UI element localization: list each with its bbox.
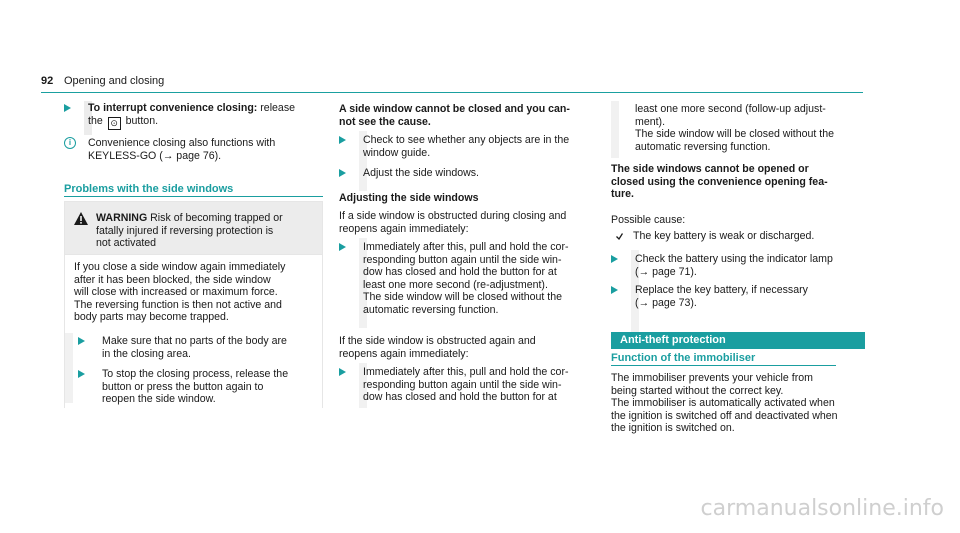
band-title: Anti-theft protection — [620, 334, 726, 346]
paragraph-line: If a side window is obstructed during closing and — [339, 210, 567, 222]
step-text: the — [88, 114, 103, 127]
watermark: carmanualsonline.info — [700, 496, 944, 521]
step-text: The side window will be closed without the — [635, 128, 835, 141]
heading-line: closed using the convenience opening fea- — [611, 175, 828, 188]
step-shade — [65, 333, 73, 403]
heading-cannot-open — [611, 163, 865, 201]
cause-item: The key battery is weak or discharged. — [633, 230, 815, 242]
warning-body-line: after it has been blocked, the side window — [74, 273, 271, 286]
step-text: Immediately after this, pull and hold the cor- — [363, 241, 569, 253]
paragraph-line: The immobiliser prevents your vehicle from — [611, 372, 813, 384]
warning-triangle-icon — [74, 212, 88, 225]
step-text: least one more second (follow-up adjust- — [635, 103, 826, 115]
step-arrow-icon — [339, 136, 346, 144]
info-line: KEYLESS-GO (→ page 76). — [88, 149, 222, 162]
paragraph-line: reopens again immediately: — [339, 347, 469, 360]
warning-body — [65, 254, 322, 410]
paragraph-line: reopens again immediately: — [339, 222, 469, 235]
step-arrow-icon — [339, 368, 346, 376]
warning-text: fatally injured if reversing protection is — [96, 224, 274, 237]
step-text: responding button again until the side win- — [363, 378, 562, 391]
step-text: in the closing area. — [102, 347, 191, 360]
step-text: Replace the key battery, if necessary — [635, 284, 808, 296]
info-icon: i — [64, 137, 76, 149]
step-text: Make sure that no parts of the body are — [102, 335, 287, 347]
step-text: dow has closed and hold the button for at — [363, 266, 557, 279]
paragraph — [339, 210, 599, 235]
heading-line: The side windows cannot be opened or — [611, 163, 809, 175]
window-button-icon: ⊙ — [108, 117, 121, 130]
step-continuation — [635, 103, 865, 153]
step-text: responding button again until the side win- — [363, 253, 562, 266]
step-text: (→ page 73). — [635, 296, 697, 309]
section-rule — [64, 196, 323, 197]
warning-body-line: The reversing function is then not active and — [74, 298, 282, 311]
step-arrow-icon — [611, 286, 618, 294]
section-rule — [611, 365, 836, 366]
heading-line: ture. — [611, 188, 634, 201]
warning-body-line: will close with increased or maximum force. — [74, 286, 278, 299]
step-arrow-icon — [78, 370, 85, 378]
step-text: reopen the side window. — [102, 393, 216, 406]
step-text: button. — [125, 114, 159, 127]
step-text: ment). — [635, 115, 666, 128]
info-note — [88, 137, 323, 162]
warning-label: WARNING — [96, 212, 148, 224]
warning-header — [65, 202, 322, 254]
step-text: window guide. — [363, 146, 431, 159]
heading-cannot-close — [339, 103, 599, 128]
step-bold: To interrupt convenience closing: — [88, 102, 258, 114]
step-text: release — [257, 102, 296, 114]
warning-body-line: body parts may become trapped. — [74, 311, 229, 324]
paragraph — [339, 335, 599, 360]
paragraph-line: the ignition is switched off and deactivated when — [611, 409, 838, 422]
step-arrow-icon — [339, 169, 346, 177]
step-text: dow has closed and hold the button for at — [363, 391, 557, 404]
step-text: least one more second (re-adjustment). — [363, 278, 548, 291]
heading-line: not see the cause. — [339, 115, 431, 128]
possible-cause-label: Possible cause: — [611, 214, 686, 226]
step-arrow-icon — [611, 255, 618, 263]
step-arrow-icon — [78, 337, 85, 345]
paragraph-line: being started without the correct key. — [611, 384, 784, 397]
step-text: Immediately after this, pull and hold the cor- — [363, 366, 569, 378]
step-text: automatic reversing function. — [635, 140, 771, 153]
step-arrow-icon — [339, 243, 346, 251]
paragraph-line: the ignition is switched on. — [611, 422, 735, 435]
page-number: 92 — [41, 75, 54, 87]
warning-text: not activated — [96, 237, 157, 250]
paragraph-line: The immobiliser is automatically activated when — [611, 397, 835, 410]
step-text: Check the battery using the indicator lamp — [635, 253, 833, 265]
bullet-icon — [616, 233, 623, 240]
info-line: Convenience closing also functions with — [88, 137, 276, 149]
header-rule — [41, 92, 863, 93]
step-shade — [611, 101, 619, 158]
paragraph-line: If the side window is obstructed again and — [339, 335, 536, 347]
step-text: The side window will be closed without the — [363, 291, 563, 304]
step-text: Adjust the side windows. — [363, 167, 480, 179]
paragraph — [611, 372, 865, 435]
step-text: To stop the closing process, release the — [102, 368, 289, 380]
step-text: automatic reversing function. — [363, 303, 499, 316]
warning-text: Risk of becoming trapped or — [147, 212, 283, 224]
step-text: Check to see whether any objects are in the — [363, 134, 570, 146]
heading-line: A side window cannot be closed and you can- — [339, 103, 570, 115]
section-band-anti-theft — [611, 332, 865, 349]
warning-body-line: If you close a side window again immediately — [74, 261, 286, 273]
subheading-adjusting: Adjusting the side windows — [339, 192, 479, 204]
section-title-problems: Problems with the side windows — [64, 183, 234, 195]
step-text: button or press the button again to — [102, 380, 264, 393]
subsection-title-immobiliser: Function of the immobiliser — [611, 352, 756, 364]
step-text: (→ page 71). — [635, 265, 697, 278]
warning-box — [64, 201, 323, 408]
step-arrow-icon — [64, 104, 71, 112]
running-header-title: Opening and closing — [64, 75, 165, 87]
